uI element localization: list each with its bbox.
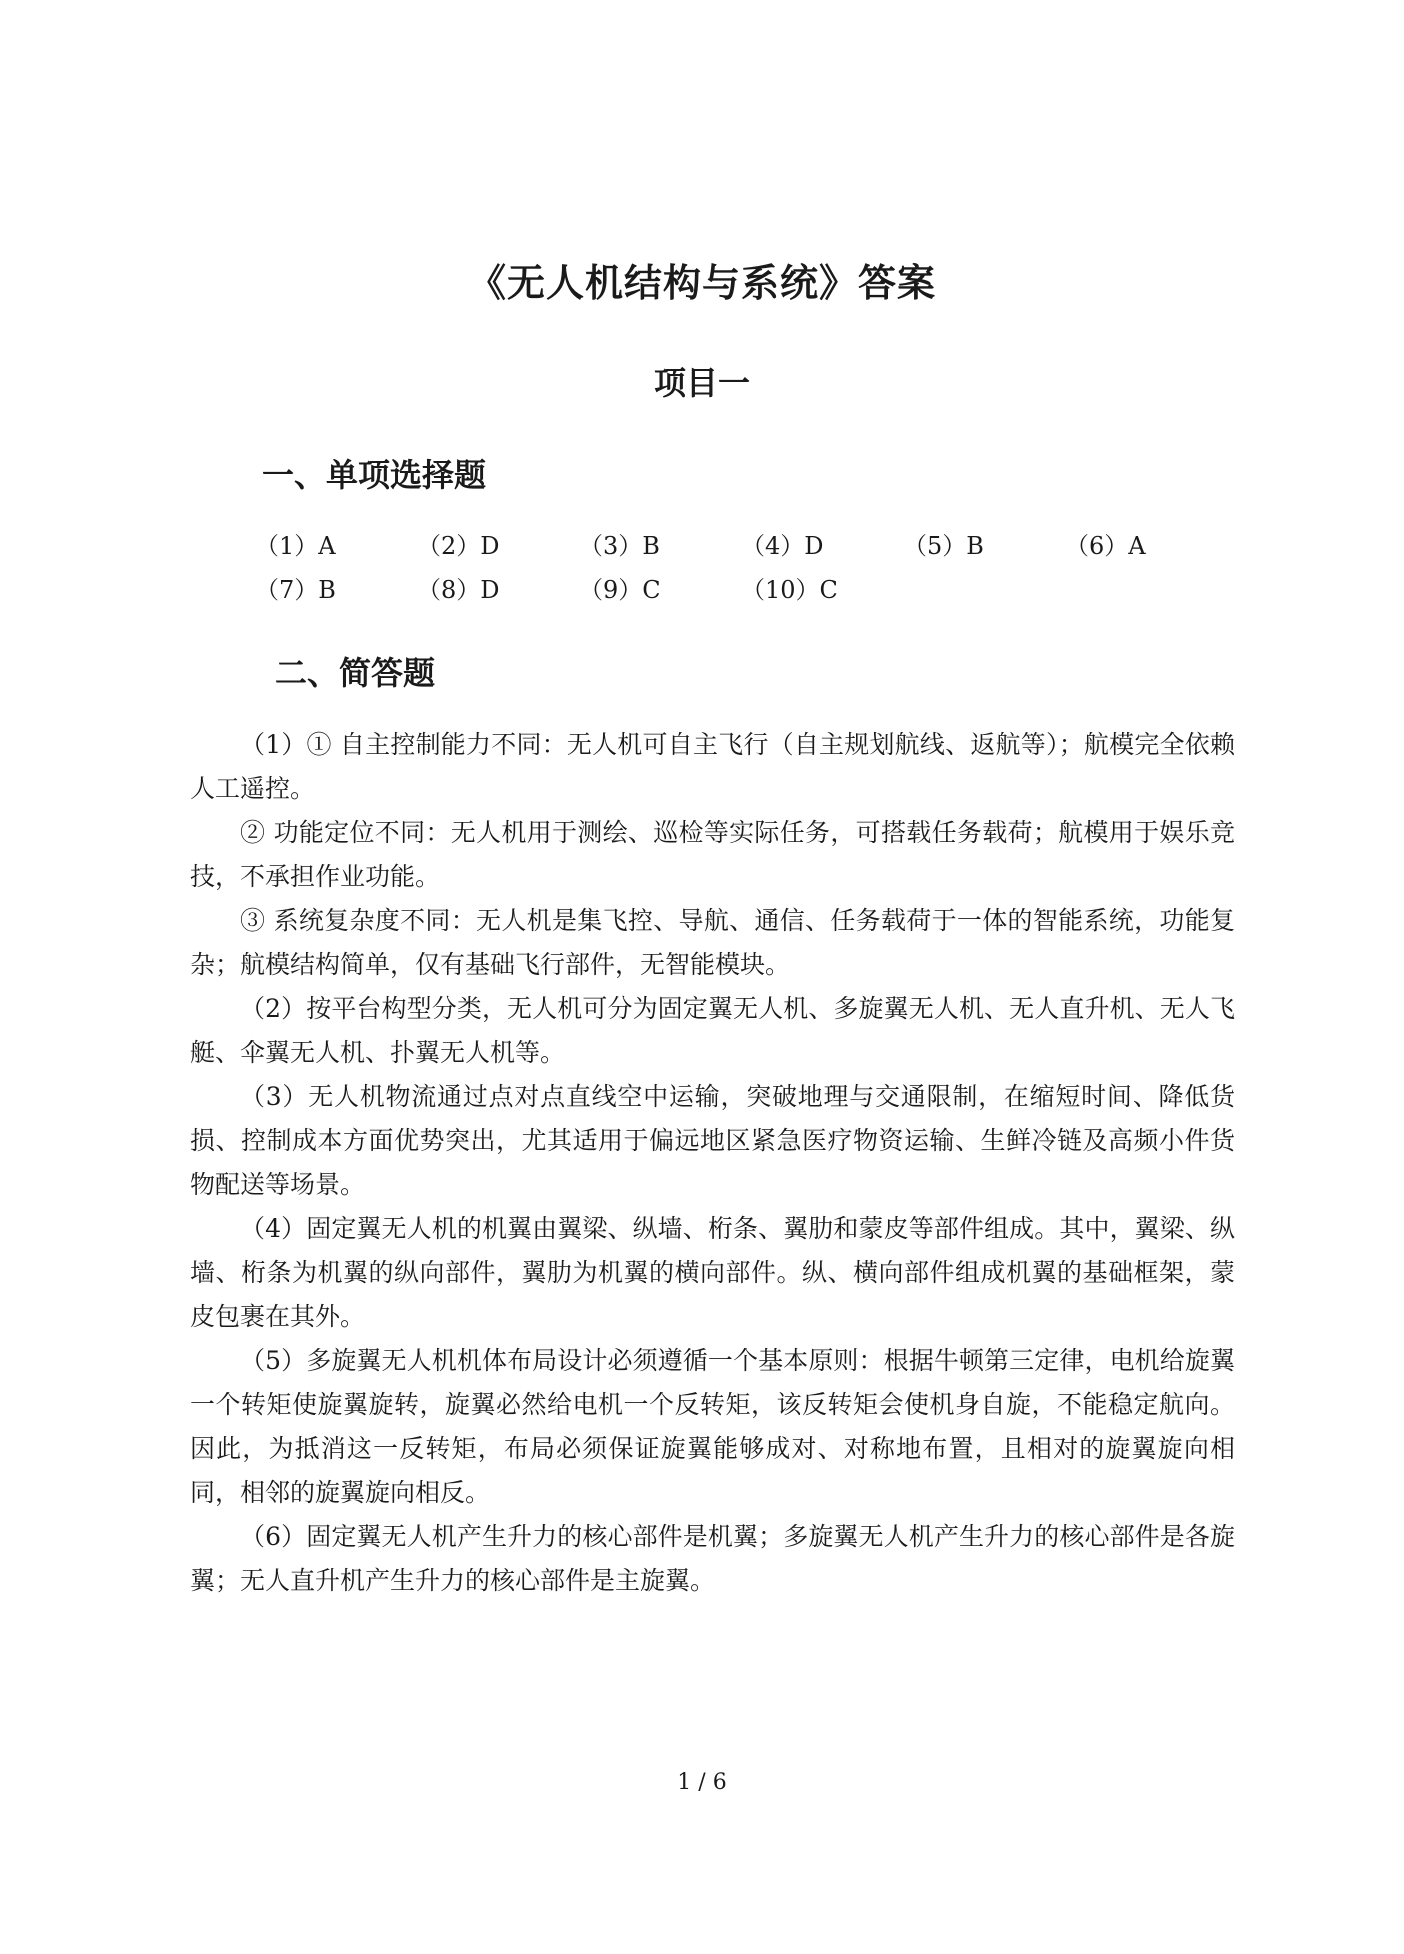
answer-item: （6）A [1065, 532, 1146, 560]
answer-grid [255, 531, 1195, 605]
answer-item: （5）B [903, 532, 984, 560]
answer-paragraph: （5）多旋翼无人机机体布局设计必须遵循一个基本原则：根据牛顿第三定律，电机给旋翼一个转矩使旋翼旋转，旋翼必然给电机一个反转矩，该反转矩会使机身自旋，不能稳定航向。因此，为抵消这一反转矩，布局必须保证旋翼能够成对、对称地布置，且相对的旋翼旋向相同，相邻的旋翼旋向相反。 [190, 1346, 1235, 1507]
answer-item: （2）D [417, 532, 500, 560]
document-title: 《无人机结构与系统》答案 [467, 261, 936, 305]
answer-paragraph: （2）按平台构型分类，无人机可分为固定翼无人机、多旋翼无人机、无人直升机、无人飞艇、伞翼无人机、扑翼无人机等。 [190, 994, 1235, 1067]
answer-item: （9）C [579, 576, 661, 604]
answer-item: （4）D [741, 532, 824, 560]
answer-item: （10）C [741, 576, 838, 604]
answer-paragraph: ③ 系统复杂度不同：无人机是集飞控、导航、通信、任务载荷于一体的智能系统，功能复杂；航模结构简单，仅有基础飞行部件，无智能模块。 [190, 906, 1235, 979]
answer-paragraph: ② 功能定位不同：无人机用于测绘、巡检等实际任务，可搭载任务载荷；航模用于娱乐竞技，不承担作业功能。 [190, 818, 1235, 891]
answer-item: （8）D [417, 576, 500, 604]
short-answer-body [190, 723, 1235, 1603]
page-number: 1 / 6 [677, 1770, 727, 1795]
section-heading-multiple-choice: 一、单项选择题 [262, 456, 487, 494]
section-heading-short-answer: 二、简答题 [275, 654, 436, 692]
answer-item: （3）B [579, 532, 660, 560]
answer-paragraph: （3）无人机物流通过点对点直线空中运输，突破地理与交通限制，在缩短时间、降低货损、控制成本方面优势突出，尤其适用于偏远地区紧急医疗物资运输、生鲜冷链及高频小件货物配送等场景。 [190, 1082, 1235, 1199]
answer-item: （1）A [255, 532, 336, 560]
document-subtitle: 项目一 [653, 364, 750, 402]
answer-paragraph: （6）固定翼无人机产生升力的核心部件是机翼；多旋翼无人机产生升力的核心部件是各旋翼；无人直升机产生升力的核心部件是主旋翼。 [190, 1522, 1235, 1595]
answer-item: （7）B [255, 576, 336, 604]
answer-paragraph: （1）① 自主控制能力不同：无人机可自主飞行（自主规划航线、返航等）；航模完全依赖人工遥控。 [190, 730, 1235, 803]
answer-paragraph: （4）固定翼无人机的机翼由翼梁、纵墙、桁条、翼肋和蒙皮等部件组成。其中，翼梁、纵墙、桁条为机翼的纵向部件，翼肋为机翼的横向部件。纵、横向部件组成机翼的基础框架，蒙皮包裹在其外。 [190, 1214, 1235, 1331]
